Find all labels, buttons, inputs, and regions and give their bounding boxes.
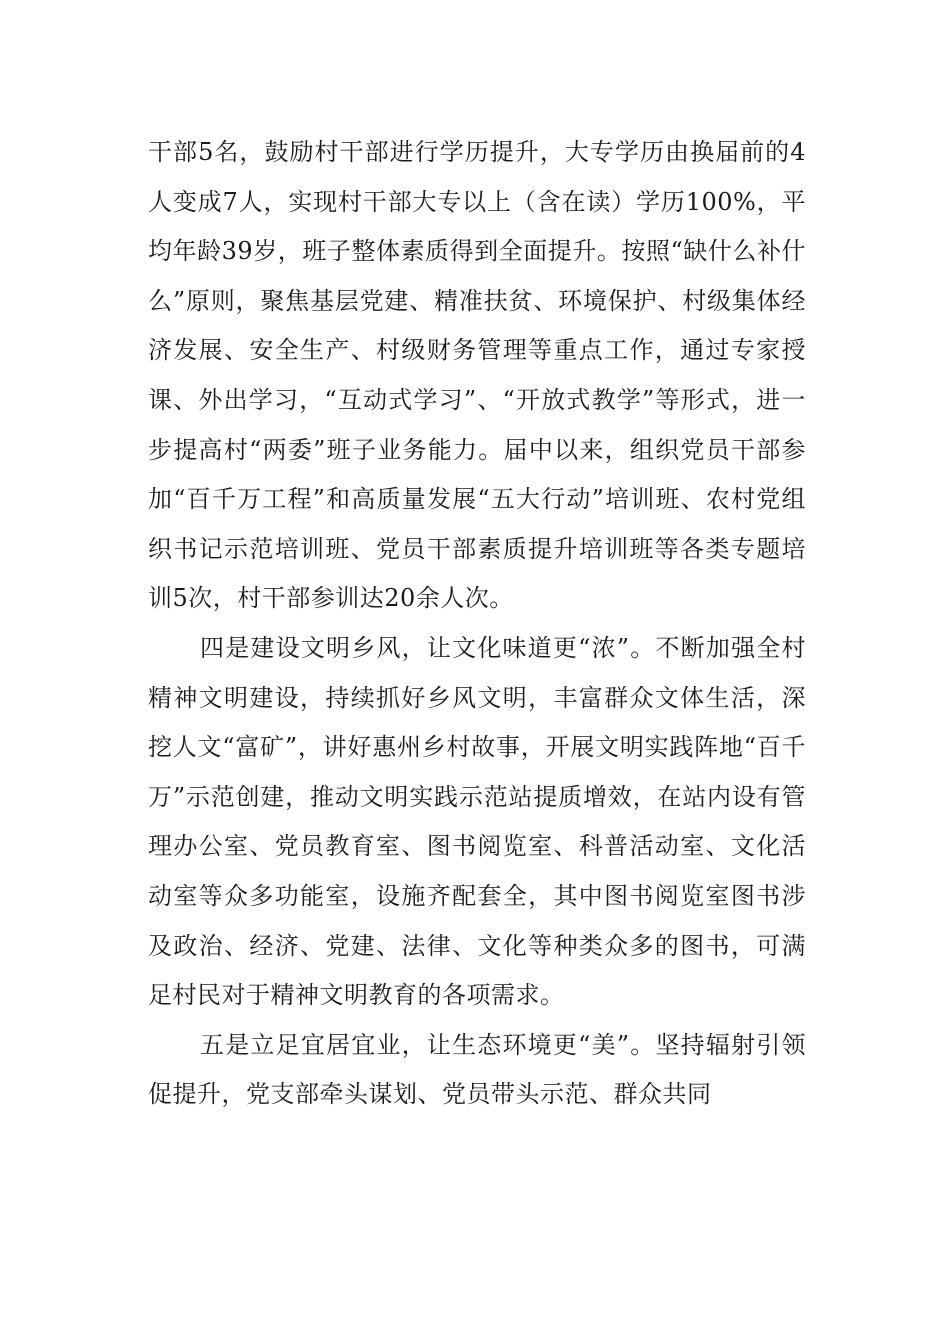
paragraph-civilization: 四是建设文明乡风，让文化味道更“浓”。不断加强全村精神文明建设，持续抓好乡风文明，丰富群众文体生活，深挖人文“富矿”，讲好惠州乡村故事，开展文明实践阵地“百千万”示范创建，推动文明实践示范站提质增效，在站内设有管理办公室、党员教育室、图书阅览室、科普活动室、文化活动室等众多功能室，设施齐配套全，其中图书阅览室图书涉及政治、经济、党建、法律、文化等种类众多的图书，可满足村民对于精神文明教育的各项需求。 bbox=[148, 633, 806, 1010]
paragraph-ecology: 五是立足宜居宜业，让生态环境更“美”。坚持辐射引领促提升，党支部牵头谋划、党员带头示范、群众共同 bbox=[148, 1030, 806, 1109]
document-body bbox=[148, 128, 806, 1120]
paragraph-training: 干部5名，鼓励村干部进行学历提升，大专学历由换届前的4人变成7人，实现村干部大专以上（含在读）学历100%，平均年龄39岁，班子整体素质得到全面提升。按照“缺什么补什么”原则，聚焦基层党建、精准扶贫、环境保护、村级集体经济发展、安全生产、村级财务管理等重点工作，通过专家授课、外出学习，“互动式学习”、“开放式教学”等形式，进一步提高村“两委”班子业务能力。届中以来，组织党员干部参加“百千万工程”和高质量发展“五大行动”培训班、农村党组织书记示范培训班、党员干部素质提升培训班等各类专题培训5次，村干部参训达20余人次。 bbox=[148, 138, 806, 613]
